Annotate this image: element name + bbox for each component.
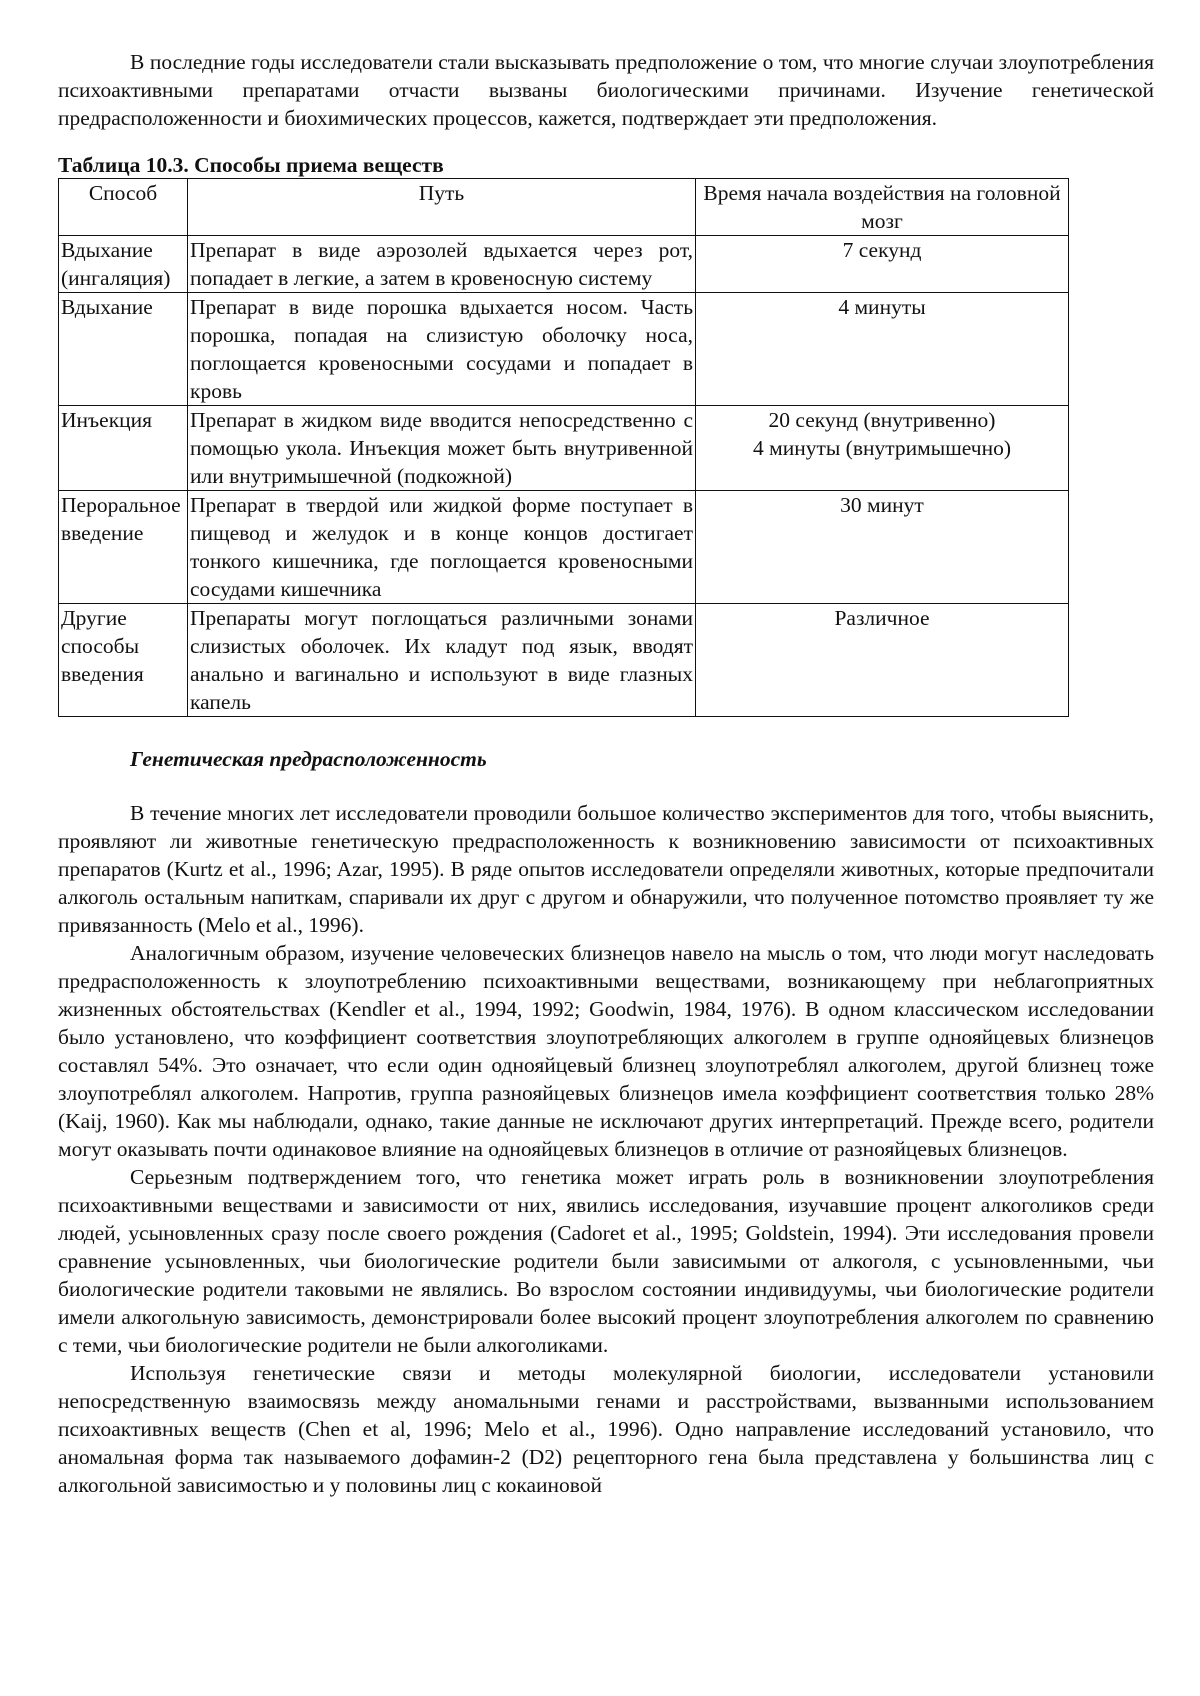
cell-method: Пероральное введение: [59, 491, 188, 604]
time-value: Различное: [834, 606, 930, 630]
header-time: Время начала воздействия на головной мозг: [696, 179, 1069, 236]
body-paragraph: Аналогичным образом, изучение человеческих близнецов навело на мысль о том, что люди могут наследовать предрасположенность к злоупотреблению психоактивными веществами, возникающему при неблагоприятных жизненных обстоятельствах (Kendler et al., 1994, 1992; Goodwin, 1984, 1976). В одном классическом исследовании было установлено, что коэффициент соответствия злоупотребляющих алкоголем в группе однояйцевых близнецов составлял 54%. Это означает, что если один однояйцевый близнец злоупотреблял алкоголем, другой близнец тоже злоупотреблял алкоголем. Напротив, группа разнояйцевых близнецов имела коэффициент соответствия только 28% (Kaij, 1960). Как мы наблюдали, однако, такие данные не исключают других интерпретаций. Прежде всего, родители могут оказывать почти одинаковое влияние на однояйцевых близнецов в отличие от разнояйцевых близнецов.: [58, 941, 1154, 1161]
time-value: 7 секунд: [842, 238, 922, 262]
header-method: Способ: [59, 179, 188, 236]
cell-method: Вдыхание: [59, 293, 188, 406]
body-paragraph: Используя генетические связи и методы молекулярной биологии, исследователи установили непосредственную взаимосвязь между аномальными генами и расстройствами, вызванными использованием психоактивных веществ (Chen et al, 1996; Melo et al., 1996). Одно направление исследований установило, что аномальная форма так называемого дофамин-2 (D2) рецепторного гена была представлена у большинства лиц с алкогольной зависимостью и у половины лиц с кокаиновой: [58, 1361, 1154, 1497]
cell-method: Вдыхание (ингаляция): [59, 236, 188, 293]
cell-route: Препарат в твердой или жидкой форме поступает в пищевод и желудок и в конце концов достигает тонкого кишечника, где поглощается кровеносными сосудами кишечника: [188, 491, 696, 604]
time-value: 20 секунд (внутривенно): [768, 408, 996, 432]
time-value: 4 минуты (внутримышечно): [752, 436, 1012, 460]
table-header-row: [59, 179, 1069, 236]
table-row: [59, 406, 1069, 491]
body-paragraph: В течение многих лет исследователи проводили большое количество экспериментов для того, чтобы выяснить, проявляют ли животные генетическую предрасположенность к возникновению зависимости от психоактивных препаратов (Kurtz et al., 1996; Azar, 1995). В ряде опытов исследователи определяли животных, которые предпочитали алкоголь остальным напиткам, спаривали их друг с другом и обнаружили, что полученное потомство проявляет ту же привязанность (Melo et al., 1996).: [58, 801, 1154, 937]
table-row: [59, 491, 1069, 604]
cell-time: [696, 293, 1069, 406]
table-row: [59, 604, 1069, 717]
cell-route: Препарат в жидком виде вводится непосредственно с помощью укола. Инъекция может быть внутривенной или внутримышечной (подкожной): [188, 406, 696, 491]
cell-route: Препарат в виде порошка вдыхается носом. Часть порошка, попадая на слизистую оболочку носа, поглощается кровеносными сосудами и попадает в кровь: [188, 293, 696, 406]
methods-table: [58, 178, 1069, 717]
time-value: 30 минут: [840, 493, 924, 517]
intro-paragraph: В последние годы исследователи стали высказывать предположение о том, что многие случаи злоупотребления психоактивными препаратами отчасти вызваны биологическими причинами. Изучение генетической предрасположенности и биохимических процессов, кажется, подтверждает эти предположения.: [58, 50, 1154, 130]
cell-time: [696, 236, 1069, 293]
table-caption: Таблица 10.3. Способы приема веществ: [58, 153, 444, 177]
cell-time: [696, 491, 1069, 604]
table-row: [59, 293, 1069, 406]
section-heading: Генетическая предрасположенность: [130, 747, 487, 771]
cell-time: [696, 604, 1069, 717]
cell-method: Другие способы введения: [59, 604, 188, 717]
cell-route: Препараты могут поглощаться различными зонами слизистых оболочек. Их кладут под язык, вводят анально и вагинально и используют в виде глазных капель: [188, 604, 696, 717]
header-route: Путь: [188, 179, 696, 236]
table-row: [59, 236, 1069, 293]
cell-time: [696, 406, 1069, 491]
cell-method: Инъекция: [59, 406, 188, 491]
cell-route: Препарат в виде аэрозолей вдыхается через рот, попадает в легкие, а затем в кровеносную систему: [188, 236, 696, 293]
document-page: [58, 48, 1154, 1499]
time-value: 4 минуты: [838, 295, 926, 319]
body-paragraph: Серьезным подтверждением того, что генетика может играть роль в возникновении злоупотребления психоактивными веществами и зависимости от них, явились исследования, изучавшие процент алкоголиков среди людей, усыновленных сразу после своего рождения (Cadoret et al., 1995; Goldstein, 1994). Эти исследования провели сравнение усыновленных, чьи биологические родители были зависимыми от алкоголя, с усыновленными, чьи биологические родители таковыми не являлись. Во взрослом состоянии индивидуумы, чьи биологические родители имели алкогольную зависимость, демонстрировали более высокий процент злоупотребления алкоголем по сравнению с теми, чьи биологические родители не были алкоголиками.: [58, 1165, 1154, 1357]
